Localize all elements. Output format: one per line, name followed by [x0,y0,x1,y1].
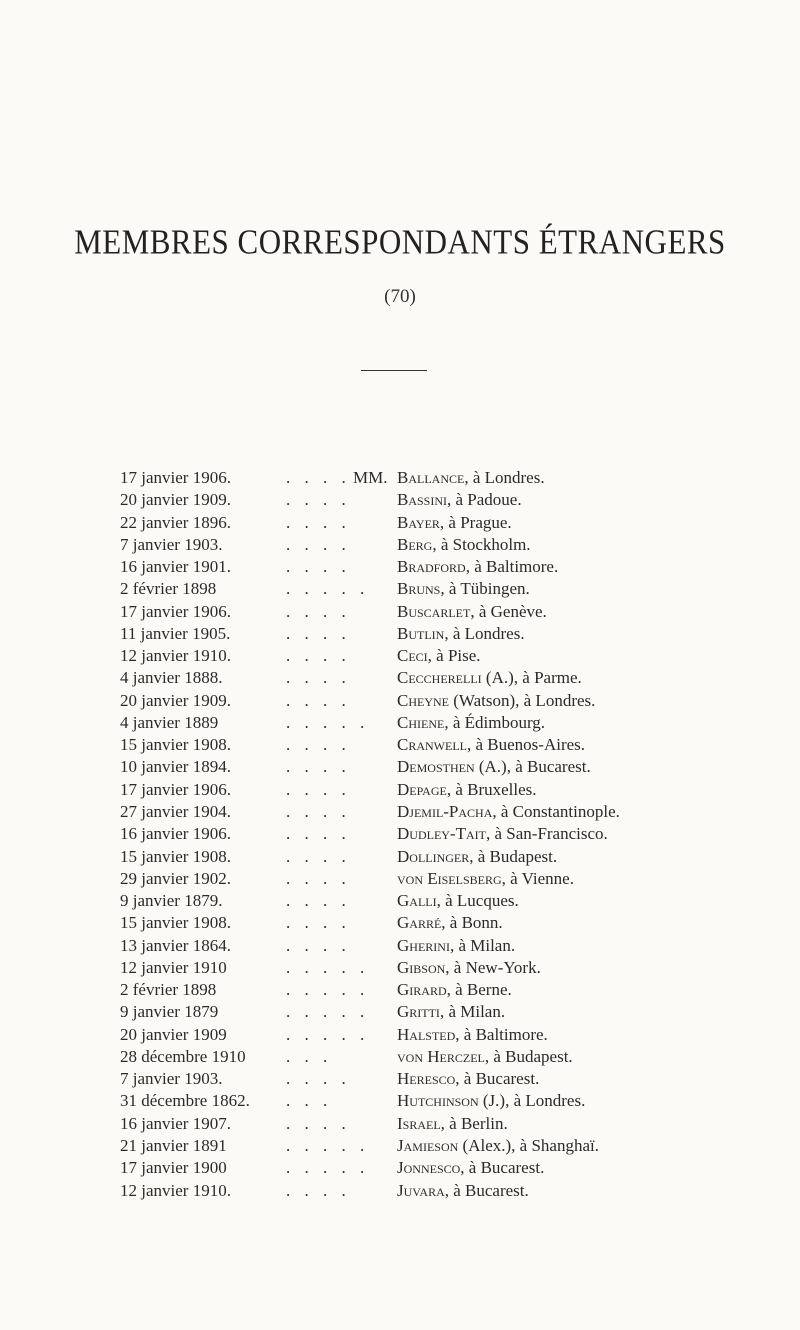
leader-dots: . . . . [286,913,351,933]
member-name: Ballance [397,468,465,487]
member-entry [397,1113,508,1135]
list-item [0,1090,800,1112]
member-location: , à New-York. [445,957,541,977]
list-item [0,556,800,578]
leader-dots: . . . . [286,690,351,710]
member-name: Heresco [397,1069,456,1089]
election-date: 17 janvier 1906. [120,779,231,799]
member-location: , à Budapest. [469,846,558,866]
member-location: , à Milan. [439,1002,506,1022]
member-location: (A.), à Bucarest. [474,757,591,777]
member-location: , à Baltimore. [455,1024,548,1044]
member-location: , à Bruxelles. [446,779,537,799]
member-entry [397,1157,544,1179]
member-name: Demosthen [397,757,475,777]
member-list [0,467,800,1202]
member-name: Cranwell [397,735,467,755]
member-entry [397,556,558,578]
list-item [0,1024,800,1046]
list-item [0,912,800,934]
member-location: , à Pise. [427,646,481,666]
member-location: , à Bonn. [441,913,503,933]
election-date: 20 janvier 1909 [120,1024,227,1044]
member-name: Halsted [397,1024,456,1044]
election-date: 2 février 1898 [120,579,217,599]
election-date: 15 janvier 1908. [120,913,231,933]
list-item [0,712,800,734]
member-name: Djemil-Pacha [397,801,493,821]
member-entry [397,1135,599,1157]
member-location: (A.), à Parme. [481,668,582,688]
leader-dots: . . . . [286,1069,351,1089]
leader-dots: . . . . . [286,1024,370,1044]
list-item [0,979,800,1001]
member-entry [397,1046,573,1068]
member-entry [397,534,531,556]
member-entry [397,1090,585,1112]
list-item [0,868,800,890]
member-location: , à Padoue. [447,490,522,510]
member-entry [397,734,585,756]
member-location: , à Prague. [439,512,512,532]
leader-dots: . . . . . [286,1158,370,1178]
member-entry [397,690,595,712]
member-entry [397,868,574,890]
member-location: , à Buenos-Aires. [467,735,586,755]
list-item [0,1068,800,1090]
election-date: 17 janvier 1900 [120,1158,227,1178]
member-name: Dudley-Tait [397,824,486,844]
member-name: Jamieson [397,1135,459,1155]
member-entry [397,489,522,511]
list-item [0,1046,800,1068]
member-name: Berg [397,534,433,554]
member-location: , à Bucarest. [455,1069,540,1089]
list-item [0,957,800,979]
election-date: 12 janvier 1910 [120,957,227,977]
leader-dots: . . . . [286,623,351,643]
member-name: Ceccherelli [397,668,482,688]
member-name: Galli [397,891,437,911]
list-item [0,690,800,712]
election-date: 17 janvier 1906. [120,468,231,487]
member-entry [397,667,582,689]
leader-dots: . . . . [286,646,351,666]
leader-dots: . . . . [286,512,351,532]
election-date: 21 janvier 1891 [120,1135,227,1155]
member-location: , à Bucarest. [444,1180,529,1200]
list-item [0,623,800,645]
member-entry [397,712,545,734]
election-date: 15 janvier 1908. [120,846,231,866]
member-entry [397,823,608,845]
leader-dots: . . . [286,1091,333,1111]
honorific-prefix: MM. [353,468,388,487]
list-item [0,1180,800,1202]
member-entry [397,645,481,667]
election-date: 28 décembre 1910 [120,1046,246,1066]
member-location: (Watson), à Londres. [449,690,596,710]
member-name: Garré [397,913,442,933]
leader-dots: . . . . [286,779,351,799]
member-entry [397,467,545,489]
member-entry [397,623,525,645]
member-location: , à Berlin. [440,1113,508,1133]
page-title: MEMBRES CORRESPONDANTS ÉTRANGERS [74,222,726,262]
member-entry [397,756,591,778]
member-entry [397,1068,539,1090]
leader-dots: . . . . [286,668,351,688]
member-location: , à Tübingen. [440,579,530,599]
member-name: Ceci [397,646,428,666]
leader-dots: . . . . [286,757,351,777]
list-item [0,756,800,778]
election-date: 13 janvier 1864. [120,935,231,955]
member-name: Juvara [397,1180,445,1200]
list-item [0,667,800,689]
leader-dots: . . . . [286,490,351,510]
member-name: Bradford [397,557,466,577]
list-item [0,467,800,489]
leader-dots: . . . [286,1046,333,1066]
member-location: , à Genève. [470,601,547,621]
leader-dots: . . . . . [286,980,370,1000]
leader-dots: . . . . [286,935,351,955]
member-entry [397,890,519,912]
member-entry [397,1180,529,1202]
election-date: 11 janvier 1905. [120,623,231,643]
election-date: 4 janvier 1888. [120,668,223,688]
leader-dots: . . . . [286,824,351,844]
list-item [0,734,800,756]
member-entry [397,979,512,1001]
member-location: , à Baltimore. [465,557,559,577]
election-date: 20 janvier 1909. [120,690,231,710]
leader-dots: . . . . [286,801,351,821]
member-name: Cheyne [397,690,449,710]
election-date: 27 janvier 1904. [120,801,231,821]
election-date: 9 janvier 1879. [120,891,223,911]
election-date: 10 janvier 1894. [120,757,231,777]
member-name: Gherini [397,935,450,955]
member-entry [397,578,530,600]
list-item [0,1157,800,1179]
leader-dots: . . . . . [286,712,370,732]
election-date: 9 janvier 1879 [120,1002,219,1022]
member-location: (J.), à Londres. [478,1091,586,1111]
member-name: von Herczel [397,1046,485,1066]
election-date: 16 janvier 1906. [120,824,231,844]
election-date: 4 janvier 1889 [120,712,219,732]
member-entry [397,846,557,868]
election-date: 12 janvier 1910. [120,1180,231,1200]
member-name: Bayer [397,512,440,532]
member-name: Bruns [397,579,441,599]
election-date: 17 janvier 1906. [120,601,231,621]
member-location: , à Édimbourg. [444,712,546,732]
election-date: 16 janvier 1901. [120,557,231,577]
member-name: Girard [397,980,447,1000]
leader-dots: . . . . . [286,579,370,599]
member-entry [397,779,537,801]
list-item [0,601,800,623]
list-item [0,846,800,868]
list-item [0,645,800,667]
member-location: , à Vienne. [501,868,574,888]
member-name: Israel [397,1113,441,1133]
member-location: , à Bucarest. [460,1158,545,1178]
member-location: , à Berne. [446,980,512,1000]
list-item [0,935,800,957]
list-item [0,1113,800,1135]
list-item [0,890,800,912]
member-location: , à Londres. [464,468,545,487]
list-item [0,779,800,801]
member-name: Dollinger [397,846,470,866]
member-location: , à Lucques. [436,891,519,911]
election-date: 16 janvier 1907. [120,1113,231,1133]
member-name: von Eiselsberg [397,868,502,888]
member-name: Butlin [397,623,445,643]
member-entry [397,601,547,623]
member-name: Gritti [397,1002,440,1022]
leader-dots: . . . . [286,868,351,888]
list-item [0,823,800,845]
leader-dots: . . . . [286,846,351,866]
election-date: 29 janvier 1902. [120,868,231,888]
member-location: , à San-Francisco. [485,824,608,844]
list-item [0,534,800,556]
election-date: 22 janvier 1896. [120,512,231,532]
list-item [0,489,800,511]
member-name: Chiene [397,712,445,732]
member-entry [397,957,541,979]
member-entry [397,801,620,823]
election-date: 7 janvier 1903. [120,534,223,554]
member-location: , à Budapest. [484,1046,573,1066]
election-date: 20 janvier 1909. [120,490,231,510]
member-entry [397,512,512,534]
list-item [0,578,800,600]
election-date: 15 janvier 1908. [120,735,231,755]
list-item [0,512,800,534]
leader-dots: . . . . [286,1180,351,1200]
member-location: , à Constantinople. [492,801,620,821]
leader-dots: . . . . [286,1113,351,1133]
list-item [0,801,800,823]
leader-dots: . . . . [286,735,351,755]
election-date: 7 janvier 1903. [120,1069,223,1089]
member-location: , à Stockholm. [432,534,531,554]
member-name: Depage [397,779,447,799]
member-entry [397,935,515,957]
member-entry [397,1024,548,1046]
member-name: Gibson [397,957,446,977]
leader-dots: . . . . [286,468,351,487]
leader-dots: . . . . [286,557,351,577]
leader-dots: . . . . . [286,1002,370,1022]
member-name: Buscarlet [397,601,471,621]
member-location: , à Milan. [449,935,516,955]
list-item [0,1135,800,1157]
member-name: Bassini [397,490,448,510]
member-entry [397,1001,505,1023]
separator-rule [361,370,427,371]
leader-dots: . . . . . [286,1135,370,1155]
member-location: (Alex.), à Shanghaï. [458,1135,599,1155]
leader-dots: . . . . [286,601,351,621]
election-date: 2 février 1898 [120,980,217,1000]
election-date: 31 décembre 1862. [120,1091,250,1111]
member-name: Jonnesco [397,1158,461,1178]
leader-dots: . . . . [286,534,351,554]
member-location: , à Londres. [444,623,525,643]
member-entry [397,912,503,934]
leader-dots: . . . . . [286,957,370,977]
member-name: Hutchinson [397,1091,479,1111]
member-count: (70) [384,286,416,307]
list-item [0,1001,800,1023]
leader-dots: . . . . [286,891,351,911]
election-date: 12 janvier 1910. [120,646,231,666]
